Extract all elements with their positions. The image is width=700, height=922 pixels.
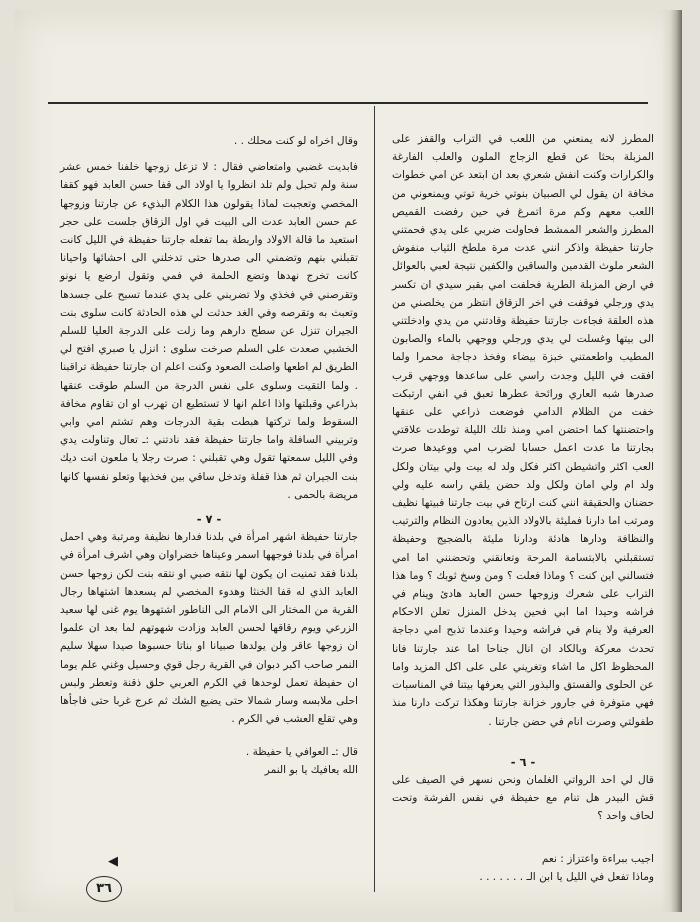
left-column [60,132,358,779]
left-heading-line: وقال اخراه لو كنت محلك . . [233,135,358,147]
column-divider [374,106,375,892]
left-dialog-2: الله يعافيك يا بو النمر [264,763,358,776]
magazine-page [14,10,682,912]
left-paragraph-b: جارتنا حفيظة اشهر امرأة في بلدنا فدارها نظيفة ومرتبة وهي احمل امرأة في بلدنا فوجهها اسمر وعيناها خضراوان وهي اشرف امرأة في بلدنا فقد تمنيت ان يكون لها نتقه صبي او نتقه بنت لكن زوجها حسن العابد الذي له قفا الخنثا وهدوء المخصي لم يسعدها اشتهاها رجال القرية من المختار الى الامام الى الناطور اشتهوها يوم غنى لها سعيد الزرعي ويوم رقاقها لحسن العابد وزادت شهوتهم لما بعد ان علموا ان زوجها عاقر ولن يولدها صبيانا او بناتا حسبوها صيدا سهلا سليم النمر صاحب اكبر دبوان في القرية رجل قوي وحسيل وغني علم يوما ان حفيظة تعمل لوحدها في الكرم العربي حلق ذقنة وتعطر ولبس احلى ملابسه وسار شمالا حتى يضيع الشك ثم عرج غربا حتى فاجأها وهي تقلع العشب في الكرم . [60,531,358,726]
right-dialog-2: وماذا تفعل في الليل يا ابن الـ . . . . . . . [479,870,654,883]
left-paragraph-a: فابديت غضبي وامتعاضي فقال : لا تزعل زوجها خلفنا خمس عشر سنة ولم تحبل ولم تلد انظروا يا اولاد الى قفا حسن العابد فهو كقفا المخصي وتعجبت لماذا يقولون هذا الكلام البذيء عن جارتنا وزوجها عم حسن العابد عدت الى البيت في اول الزقاق جلست على حجر استعيد ما قالة الاولاد واربطة بما تفعله جارتنا حفيظة في الليل كانت تقبلني بنهم وتضمني الى صدرها حتى تدخلني الى احشائها واحيانا كانت تخرج نهدها وتضع الحلمة في فمي وتقول ارضع يا نونو وتقرصني في فخذي ولا تضربني على يدي عندما تسبح على جسدها وتعبث به وتقرصه وفي الغد حدثت لي هذه الحادثة كانت سلوى بنت الجيران تنزل عن سطح دارهم وما زلت على الدرجة العليا للسلم الخشبي صعدت على السلم صرخت سلوى : انزل يا صبري افتح لي الطريق لم اطعها واصلت الصعود وكنت اعلم ان جارتنا حفيظة تراقبنا . ولما التقيت وسلوى على نفس الدرجة من السلم طوقت عنقها بذراعي وقبلتها واذا اعلم انها لا تستطيع ان تهرب او ان تقاوم مخافة السقوط ولما تركتها هبطت بقية الدرجات وهم تشتم امي وابي وتربيني السافلة واما جارتنا حفيظة فقد نادتني :ـ تعال وتناولت يدي وفي الليل سمعتها تقول وهي تقبلني : صرت رجلا يا ملعون انت ديك بنت الجيران ثم هذا قفلة وتدخل ساقي بين فخذيها وتعلو نفسها كانها مريضة بالحمى . [60,161,358,501]
right-paragraph-2: قال لي احد الرواتي الغلمان ونحن نسهر في الصيف على قش البيدر هل تنام مع حفيظة في نفس الفرشة وتحت لحاف واحد ؟ [392,773,654,823]
left-arrow-icon: ◀ [108,854,118,869]
right-paragraph-1: المطرز لانه يمنعني من اللعب في التراب والقفز على المزبلة بحثا عن قطع الزجاج الملون والعلب الفارغة والكرارات وكنت انفش شعري بعد ان ابتعد عن امي خطوات مخافة ان يقول لي الصبيان بنوتي خرية توتي ويمنعوني من اللعب معهم وكم مرة اتمرغ في حين رفضت القميص المطرز والشعر الممشط فحاولت ضربي على يدي فحمتني جارتنا حفيظة واذكر انني عدت مرة ملطخ الثياب منفوش الشعر ملوث القدمين والساقين والكفين نتيجة لعبي بالعوائل في ارض المزبلة الطرية فحلفت امي بقبر سيدي ان تكسر يدي ورجلي فوقفت في اخر الزقاق انتظر من يخلصني من هذه العلقة فجاءت جارتنا حفيظة وقادتني من يدي وادخلتني الى بيتها وغسلت لي يدي ورجلي ووجهي بالماء والصابون المطيب واطعمتني خبزة بيضاء وفخذ دجاجة محمرا ولما افقت في الليل وجدت راسي على ساعدها ووجهي قرب صدرها شبه العاري ورائحة عطرها تعبق في انفي ارتبكت خفت من الظلام الدامي فوضعت ذراعي على عنقها واحتضنتها كما احتضن امي ومنذ تلك الليلة توطدت علاقتي بجارتنا ما عدت اعمل حسابا لضرب امي ووعيدها صرت العب اكثر واتشيطن اكثر فكل ولد له بيت ولي بيتان ولكل ولد ام ولي امان ولكل ولد حضن يلقي راسه عليه ولي حضنان والحقيقة انني كنت ارتاح في بيت جارتنا فبيتها نظيف ومرتب اما دارنا فمليئة بالاولاد الذين يعادون النظام والترتيب والنظافة ودارها هادئة ودارنا مليئة بالضجيج وحفيظة تستقبلني بالابتسامة المرحة وتعانقني وتحضنني اما امي فتسالني اين كنت ؟ وماذا فعلت ؟ ومن وسخ ثوبك ؟ وما هذا التراب على شعرك وزوجها حسن العابد هادئ وينام في فراشه وحيدا اما ابي فحين يدخل المنزل تعلن الاحكام العرفية ولا ينام في فراشه وحيدا وعندما تذبح امي دجاجة تحدث معركة وبالكاد ان انال جناحا اما عند جارتنا فانا المحظوظ اكل ما اشاء وتغريني على على اكل المزيد واما عن الحلوى والفستق والبذور التي يعرفها بيتنا في المناسبات فهي متوفرة في جارور خزانة جارتنا وهكذا تركت دارنا منذ طفولتي وصرت انام في حضن جارتنا . [392,133,654,728]
section-number-7: - ٧ - [196,512,222,527]
left-dialog-1: قال :ـ العوافي يا حفيظة . [245,745,358,758]
right-column [392,130,654,886]
right-dialog-1: اجيب ببراءة واعتزاز : نعم [541,852,654,865]
page-number: ٣٦ [86,876,122,902]
section-number-6: - ٦ - [510,754,536,769]
page-binding-shadow [662,10,682,912]
top-rule [48,102,648,104]
